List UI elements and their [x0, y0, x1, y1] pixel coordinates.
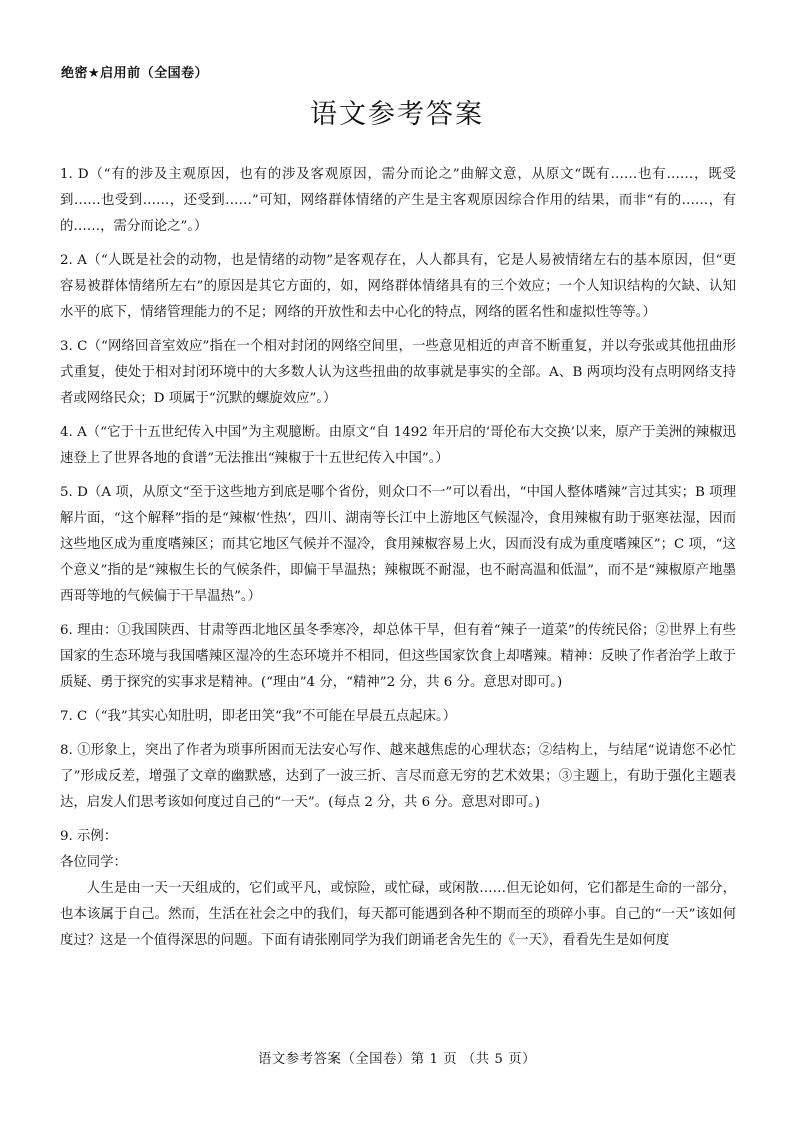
confidential-label: 绝密★启用前（全国卷） — [61, 66, 209, 81]
answer-5: 5. D（A 项，从原文“至于这些地方到底是哪个省份，则众口不一”可以看出，“中国人整体嗜辣”言过其实；B 项理解片面，“这个解释”指的是“辣椒‘性热’，四川、湖南等长江中上游地区气候湿冷，食用辣椒有助于驱寒祛湿，因而这些地区成为重度嗜辣区；而其它地区气候并不湿冷，食用辣椒容易上火，因而没有成为重度嗜辣区”；C 项，“这个意义”指的是“辣椒生长的气候条件，即偏干旱温热；辣椒既不耐湿，也不耐高温和低温”，而不是“辣椒原产地墨西哥等地的气候偏于干旱温热”。） — [60, 485, 736, 604]
answer-2: 2. A（“人既是社会的动物，也是情绪的动物”是客观存在，人人都具有，它是人易被情绪左右的基本原因，但“更容易被群体情绪所左右”的原因是其它方面的，如，网络群体情绪具有的三个效应；一个人知识结构的欠缺、认知水平的底下，情绪管理能力的不足；网络的开放性和去中心化的特点，网络的匿名性和虚拟性等等。） — [60, 253, 736, 320]
answer-9-paragraph: 人生是由一天一天组成的，它们或平凡，或惊险，或忙碌，或闲散……但无论如何，它们都是生命的一部分，也本该属于自己。然而，生活在社会之中的我们，每天都可能遇到各种不期而至的琐碎小事。自己的“一天”该如何度过？这是一个值得深思的问题。下面有请张刚同学为我们朗诵老舍先生的《一天》，看看先生是如何度 — [60, 881, 736, 948]
answer-6: 6. 理由：①我国陕西、甘肃等西北地区虽冬季寒冷，却总体干旱，但有着“辣子一道菜”的传统民俗；②世界上有些国家的生态环境与我国嗜辣区湿冷的生态环境并不相同，但这些国家饮食上却嗜辣。精神：反映了作者治学上敢于质疑、勇于探究的实事求是精神。(“理由”4 分，“精神”2 分，共 6 分。意思对即可。) — [60, 623, 736, 690]
answer-body — [60, 162, 736, 954]
answer-3: 3. C（“网络回音室效应”指在一个相对封闭的网络空间里，一些意见相近的声音不断重复，并以夸张或其他扭曲形式重复，使处于相对封闭环境中的大多数人认为这些扭曲的故事就是事实的全部。A、B 两项均没有点明网络支持者或网络民众；D 项属于“沉默的螺旋效应”。） — [60, 339, 736, 406]
answer-8: 8. ①形象上，突出了作者为琐事所困而无法安心写作、越来越焦虑的心理状态；②结构上，与结尾“说请您不必忙了”形成反差，增强了文章的幽默感，达到了一波三折、言尽而意无穷的艺术效果；③主题上，有助于强化主题表达，启发人们思考该如何度过自己的“一天”。(每点 2 分，共 6 分。意思对即可。) — [60, 743, 736, 810]
answer-9-salutation: 各位同学： — [60, 855, 127, 870]
page-title: 语文参考答案 — [310, 99, 484, 130]
answer-7: 7. C（“我”其实心知肚明，即老田笑“我”不可能在早晨五点起床。） — [60, 709, 457, 724]
answer-1: 1. D（“有的涉及主观原因，也有的涉及客观原因，需分而论之”曲解文意，从原文“既有……也有……，既受到……也受到……，还受到……”可知，网络群体情绪的产生是主客观原因综合作用的结果，而非“有的……，有的……，需分而论之”。） — [60, 167, 736, 234]
answer-4: 4. A（“它于十五世纪传入中国”为主观臆断。由原文“自 1492 年开启的‘哥伦布大交换’以来，原产于美洲的辣椒迅速登上了世界各地的食谱”无法推出“辣椒于十五世纪传入中国”。） — [60, 425, 736, 466]
page-footer: 语文参考答案（全国卷）第 1 页 （共 5 页） — [258, 1052, 536, 1067]
answer-9-label: 9. 示例： — [60, 829, 118, 844]
